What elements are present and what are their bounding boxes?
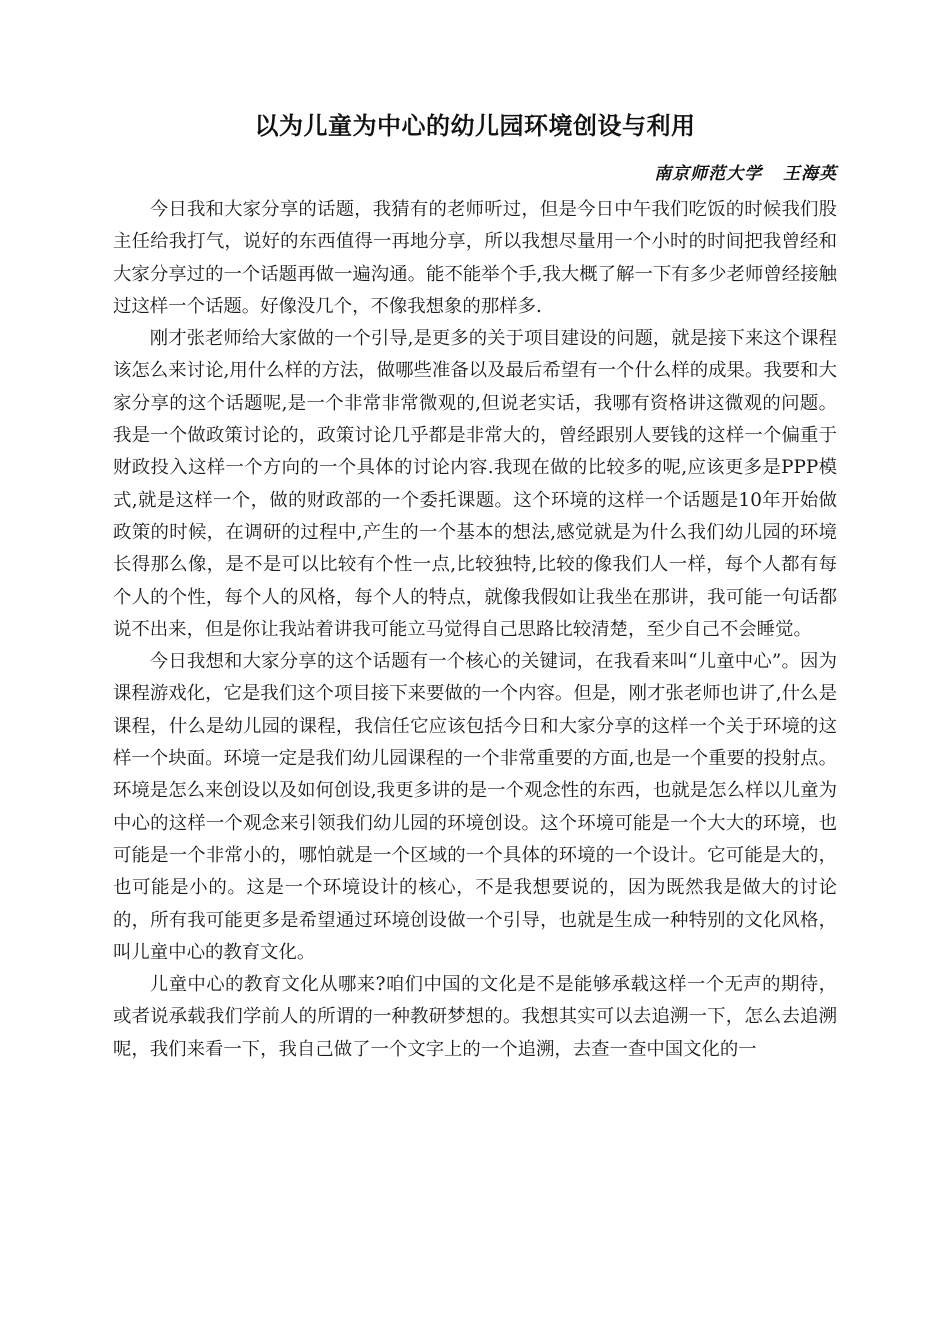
- paragraph: 儿童中心的教育文化从哪来?咱们中国的文化是不是能够承载这样一个无声的期待，或者说承载我们学前人的所谓的一种教研梦想的。我想其实可以去追溯一下，怎么去追溯呢，我们来看一下，我自己做了一个文字上的一个追溯，去查一查中国文化的一: [113, 974, 837, 1060]
- document-title: 以为儿童为中心的幼儿园环境创设与利用: [254, 112, 696, 140]
- paragraph: 今日我想和大家分享的这个话题有一个核心的关键词，在我看来叫“儿童中心”。因为课程游戏化，它是我们这个项目接下来要做的一个内容。但是，刚才张老师也讲了,什么是课程，什么是幼儿园的课程，我信任它应该包括今日和大家分享的这样一个关于环境的这样一个块面。环境一定是我们幼儿园课程的一个非常重要的方面,也是一个重要的投射点。环境是怎么来创设以及如何创设,我更多讲的是一个观念性的东西，也就是怎么样以儿童为中心的这样一个观念来引领我们幼儿园的环境创设。这个环境可能是一个大大的环境，也可能是一个非常小的，哪怕就是一个区域的一个具体的环境的一个设计。它可能是大的，也可能是小的。这是一个环境设计的核心，不是我想要说的，因为既然我是做大的讨论的，所有我可能更多是希望通过环境创设做一个引导，也就是生成一种特别的文化风格，叫儿童中心的教育文化。: [113, 651, 837, 963]
- paragraph: 今日我和大家分享的话题，我猜有的老师听过，但是今日中午我们吃饭的时候我们股主任给我打气，说好的东西值得一再地分享，所以我想尽量用一个小时的时间把我曾经和大家分享过的一个话题再做一遍沟通。能不能举个手,我大概了解一下有多少老师曾经接触过这样一个话题。好像没几个，不像我想象的那样多.: [113, 199, 837, 317]
- author-line: 南京师范大学 王海英: [654, 164, 837, 184]
- document-body: [113, 194, 837, 1066]
- paragraph: 刚才张老师给大家做的一个引导,是更多的关于项目建设的问题，就是接下来这个课程该怎么来讨论,用什么样的方法，做哪些准备以及最后希望有一个什么样的成果。我要和大家分享的这个话题呢,是一个非常非常微观的,但说老实话，我哪有资格讲这微观的问题。我是一个做政策讨论的，政策讨论几乎都是非常大的，曾经跟别人要钱的这样一个偏重于财政投入这样一个方向的一个具体的讨论内容.我现在做的比较多的呢,应该更多是PPP模式,就是这样一个，做的财政部的一个委托课题。这个环境的这样一个话题是10年开始做政策的时候，在调研的过程中,产生的一个基本的想法,感觉就是为什么我们幼儿园的环境长得那么像，是不是可以比较有个性一点,比较独特,比较的像我们人一样，每个人都有每个人的个性，每个人的风格，每个人的特点，就像我假如让我坐在那讲，我可能一句话都说不出来，但是你让我站着讲我可能立马觉得自己思路比较清楚，至少自己不会睡觉。: [113, 328, 837, 640]
